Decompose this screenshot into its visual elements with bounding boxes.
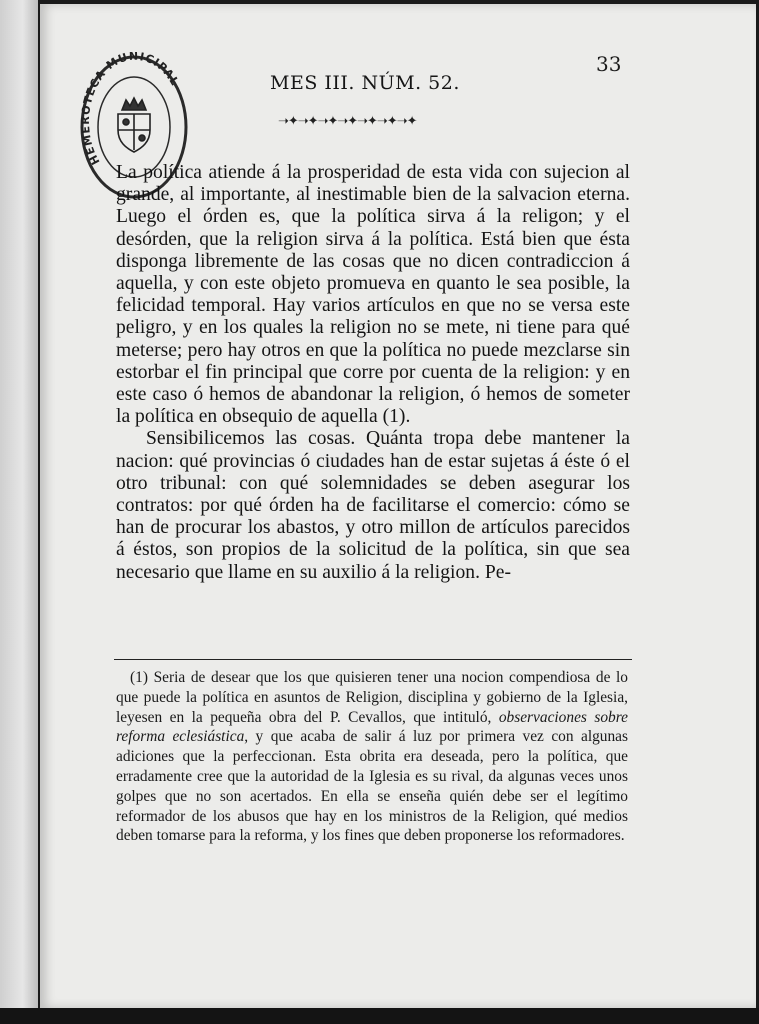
paragraph: La política atiende á la prosperidad de esta vida con sujecion al grande, al importante, al inestimable bien de la salvacion eterna. Luego el órden es, que la política sirva á la religon; y el desórden, que la religion sirva á la política. Está bien que ésta disponga libremente de las cosas que no dicen contradiccion á aquella, y con este objeto promueva en quanto le sea posible, la felicidad temporal. Hay varios artículos en que no se versa este peligro, y en los quales la religion no se mete, ni tiene para qué meterse; pero hay otros en que la política no puede mezclarse sin estorbar el fin principal que corre por cuenta de la religion: y en este caso ó hemos de abandonar la religion, ó hemos de someter la política en obsequio de aquella (1). (116, 162, 630, 428)
footnote (116, 668, 628, 846)
page-number: 33 (596, 52, 622, 76)
coat-of-arms-icon (118, 98, 150, 152)
footnote-italic-title: observaciones sobre reforma eclesiástica (116, 708, 628, 746)
book-page (40, 4, 756, 1008)
stamp-text: HEMEROTECA MUNICIPAL (78, 52, 182, 167)
paragraph: Sensibilicemos las cosas. Quánta tropa debe mantener la nacion: qué provincias ó ciudades han de estar sujetas á éste ó el otro tribunal: con qué solemnidades se deben asegurar los contratos: por qué órden ha de facilitarse el comercio: cómo se han de procurar los abastos, y otro millon de artículos parecidos á éstos, son propios de la solicitud de la política, sin que sea necesario que llame en su auxilio á la religion. Pe- (116, 428, 630, 583)
footnote-text: , y que acaba de salir á luz por primera vez con algunas adiciones que la perfeccionan. Esta obrita era deseada, pero la política, que erradamente cree que la autoridad de la Iglesia es su rival, da algunas veces unos golpes que no son acertados. En ella se enseña quién debe ser el legítimo reformador de los abusos que hay en los ministros de la Religion, qué medios deben tomarse para la reforma, y los fines que deben proponerse los reformadores. (116, 728, 628, 845)
footnote-rule (114, 659, 632, 660)
page-heading: MES III. NÚM. 52. (270, 72, 460, 94)
scan-border (0, 1008, 759, 1024)
main-text (116, 162, 630, 584)
footnote-text: (1) Seria de desear que los que quisieren tener una nocion compendiosa de lo que puede la política en asuntos de Religion, disciplina y gobierno de la Iglesia, leyesen en la pequeña obra del P. Cevallos, que intituló, (116, 669, 628, 726)
book-spine (0, 0, 38, 1010)
ornament-divider: ➝✦➝✦➝✦➝✦➝✦➝✦➝✦ (278, 114, 417, 129)
